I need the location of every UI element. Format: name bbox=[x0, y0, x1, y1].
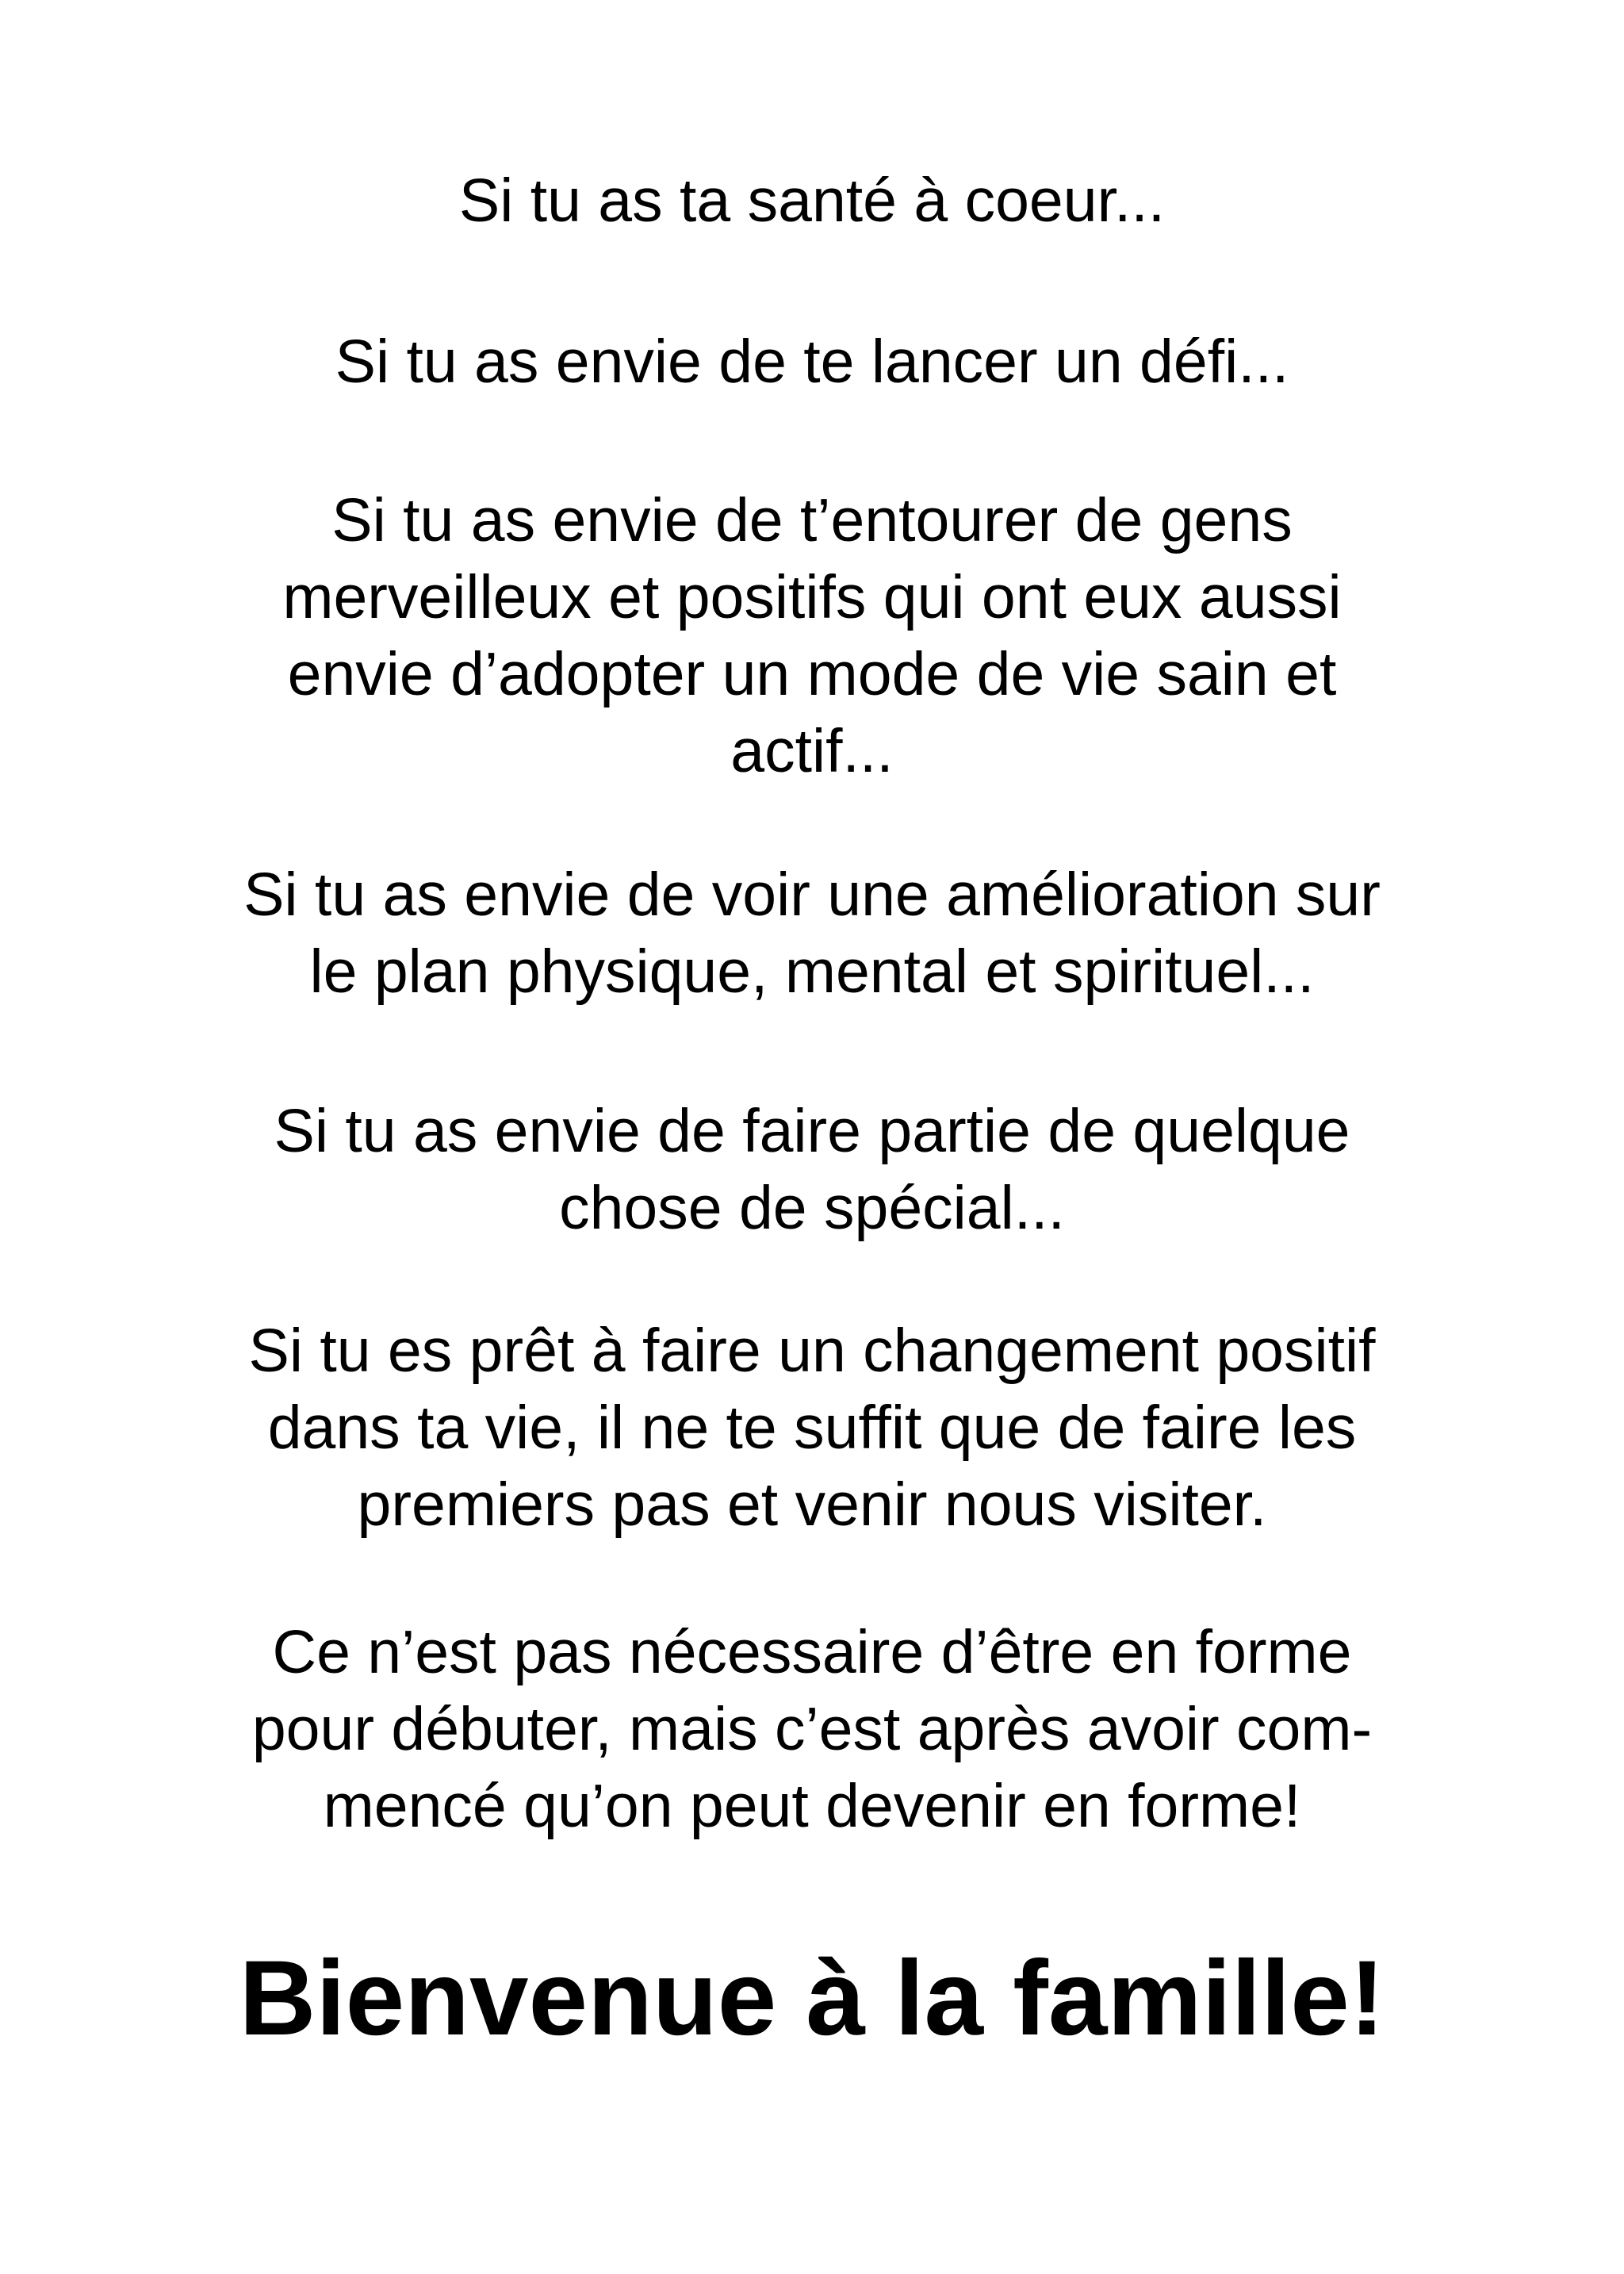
text-line: merveilleux et positifs qui ont eux aussi bbox=[282, 563, 1342, 631]
text-line: actif... bbox=[730, 717, 894, 785]
paragraph-fitness bbox=[159, 1614, 1465, 1845]
paragraph-people bbox=[159, 482, 1465, 790]
closing-headline: Bienvenue à la famille! bbox=[239, 1939, 1385, 2057]
text-line: Si tu as ta santé à coeur... bbox=[458, 167, 1166, 235]
paragraph-special bbox=[159, 1093, 1465, 1247]
text-line: Si tu es prêt à faire un changement positif bbox=[248, 1317, 1376, 1385]
text-line: le plan physique, mental et spirituel... bbox=[309, 938, 1315, 1006]
paragraph-improvement bbox=[159, 857, 1465, 1010]
text-line: premiers pas et venir nous visiter. bbox=[357, 1471, 1267, 1539]
text-line: Ce n’est pas nécessaire d’être en forme bbox=[272, 1618, 1352, 1686]
text-line: chose de spécial... bbox=[559, 1174, 1065, 1242]
paragraph-change bbox=[159, 1313, 1465, 1543]
text-line: Si tu as envie de faire partie de quelque bbox=[274, 1097, 1350, 1165]
text-line: mencé qu’on peut devenir en forme! bbox=[323, 1772, 1301, 1840]
text-line: Si tu as envie de voir une amélioration sur bbox=[243, 861, 1381, 929]
text-line: Si tu as envie de t’entourer de gens bbox=[331, 486, 1293, 554]
text-line: Si tu as envie de te lancer un défi... bbox=[335, 328, 1289, 396]
text-line: dans ta vie, il ne te suffit que de faire les bbox=[267, 1394, 1357, 1462]
text-line: pour débuter, mais c’est après avoir com- bbox=[251, 1695, 1373, 1763]
paragraph-challenge bbox=[159, 324, 1465, 401]
text-line: envie d’adopter un mode de vie sain et bbox=[287, 640, 1337, 708]
paragraph-health bbox=[159, 163, 1465, 240]
